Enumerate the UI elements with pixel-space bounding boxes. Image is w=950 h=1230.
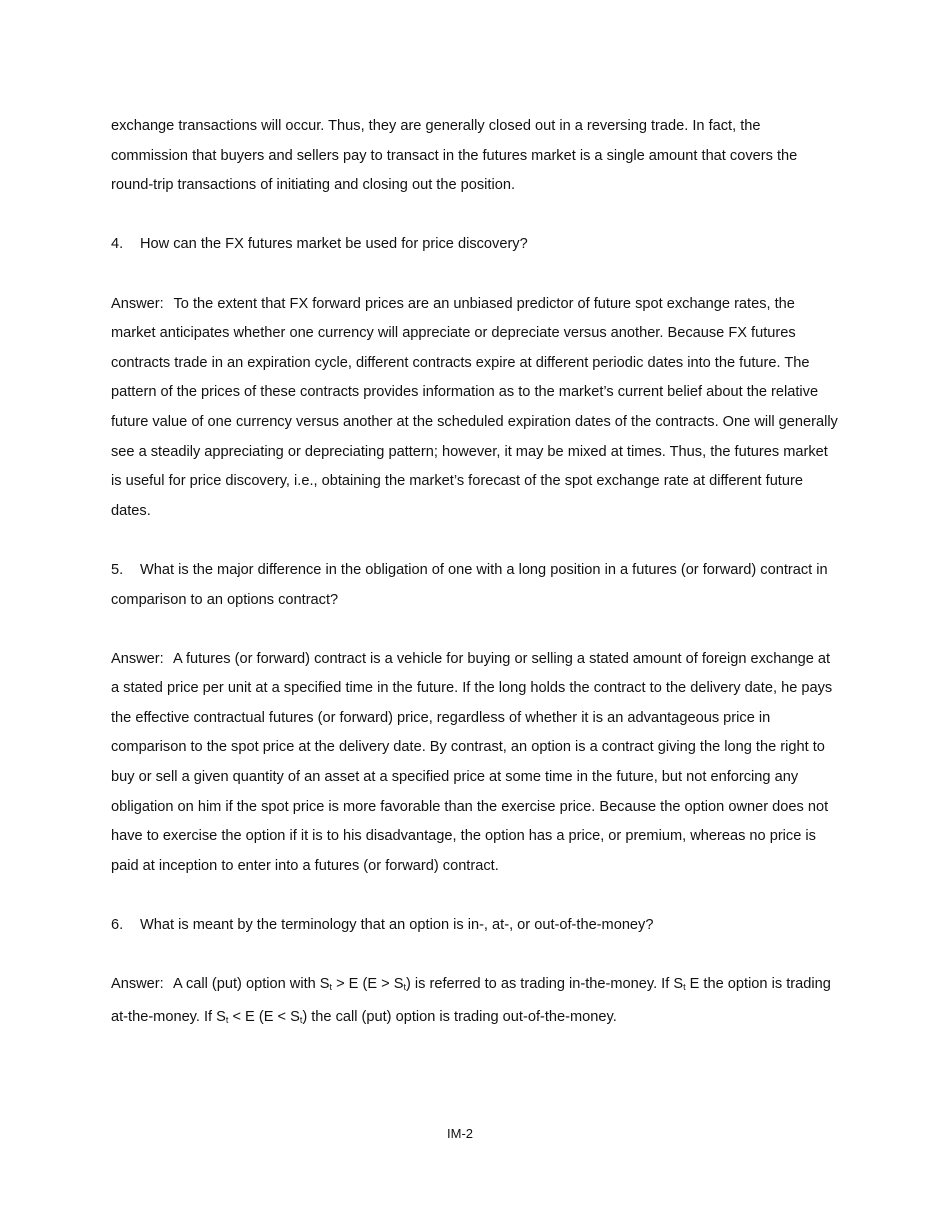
answer-5-label: Answer:: [111, 650, 164, 667]
question-5: [111, 556, 841, 615]
answer-6-label: Answer:: [111, 976, 164, 993]
paragraph-spacer: [111, 941, 841, 971]
question-4-text: How can the FX futures market be used for price discovery?: [140, 236, 528, 253]
paragraph-spacer: [111, 615, 841, 645]
subscript-t: t: [403, 982, 406, 993]
answer-6-text-5: < E (E < S: [228, 1008, 300, 1025]
question-4-number: 4.: [111, 236, 124, 253]
answer-4: [111, 290, 841, 527]
question-6-number: 6.: [111, 917, 124, 934]
question-5-number: 5.: [111, 561, 124, 578]
answer-5-text: A futures (or forward) contract is a vehicle for buying or selling a stated amount of foreign exchange at a stated price per unit at a specified time in the future. If the long holds the contract to the delivery date, he pays the effective contractual futures (or forward) price, regardless of whether it is an advantageous price in comparison to the spot price at the delivery date. By contrast, an option is a contract giving the long the right to buy or sell a given quantity of an asset at a specified price at some time in the future, but not enforcing any obligation on him if the spot price is more favorable than the exercise price. Because the option owner does not have to exercise the option if it is to his disadvantage, the option has a price, or premium, whereas no price is paid at inception to enter into a futures (or forward) contract.: [111, 650, 833, 874]
question-5-text: What is the major difference in the obligation of one with a long position in a futures (or forward) contract in comparison to an options contract?: [111, 561, 828, 608]
answer-4-label: Answer:: [111, 295, 164, 312]
answer-6-text-3: ) is referred to as trading in-the-money. If S: [405, 976, 684, 993]
answer-6-text-4: E the option is trading at-the-money. If S: [111, 976, 831, 1025]
paragraph-spacer: [111, 881, 841, 911]
question-4: [111, 230, 841, 260]
answer-6: [111, 970, 841, 1035]
subscript-t: t: [683, 982, 686, 993]
paragraph-spacer: [111, 260, 841, 290]
answer-6-text-2: > E (E > S: [332, 976, 404, 993]
subscript-t: t: [329, 982, 333, 993]
answer-5: [111, 645, 841, 882]
question-6-text: What is meant by the terminology that an option is in-, at-, or out-of-the-money?: [140, 917, 654, 934]
body-text: [111, 112, 841, 1035]
question-6: [111, 911, 841, 941]
carryover-paragraph: exchange transactions will occur. Thus, they are generally closed out in a reversing trade. In fact, the commission that buyers and sellers pay to transact in the futures market is a single amount that covers the round-trip transactions of initiating and closing out the position.: [111, 118, 798, 194]
answer-6-text-6: ) the call (put) option is trading out-of-the-money.: [302, 1008, 617, 1025]
paragraph-spacer: [111, 526, 841, 556]
answer-4-text: To the extent that FX forward prices are an unbiased predictor of future spot exchange rates, the market anticipates whether one currency will appreciate or depreciate versus another. Because FX futures contracts trade in an expiration cycle, different contracts expire at different periodic dates into the future. The pattern of the prices of these contracts provides information as to the market’s current belief about the relative future value of one currency versus another at the scheduled expiration dates of the contracts. One will generally see a steadily appreciating or depreciating pattern; however, it may be mixed at times. Thus, the futures market is useful for price discovery, i.e., obtaining the market’s forecast of the spot exchange rate at different future dates.: [111, 295, 838, 519]
subscript-t: t: [225, 1014, 229, 1025]
paragraph-spacer: [111, 201, 841, 231]
subscript-t: t: [299, 1014, 303, 1025]
page-number: IM-2: [447, 1126, 473, 1141]
answer-6-text-1: A call (put) option with S: [172, 976, 330, 993]
